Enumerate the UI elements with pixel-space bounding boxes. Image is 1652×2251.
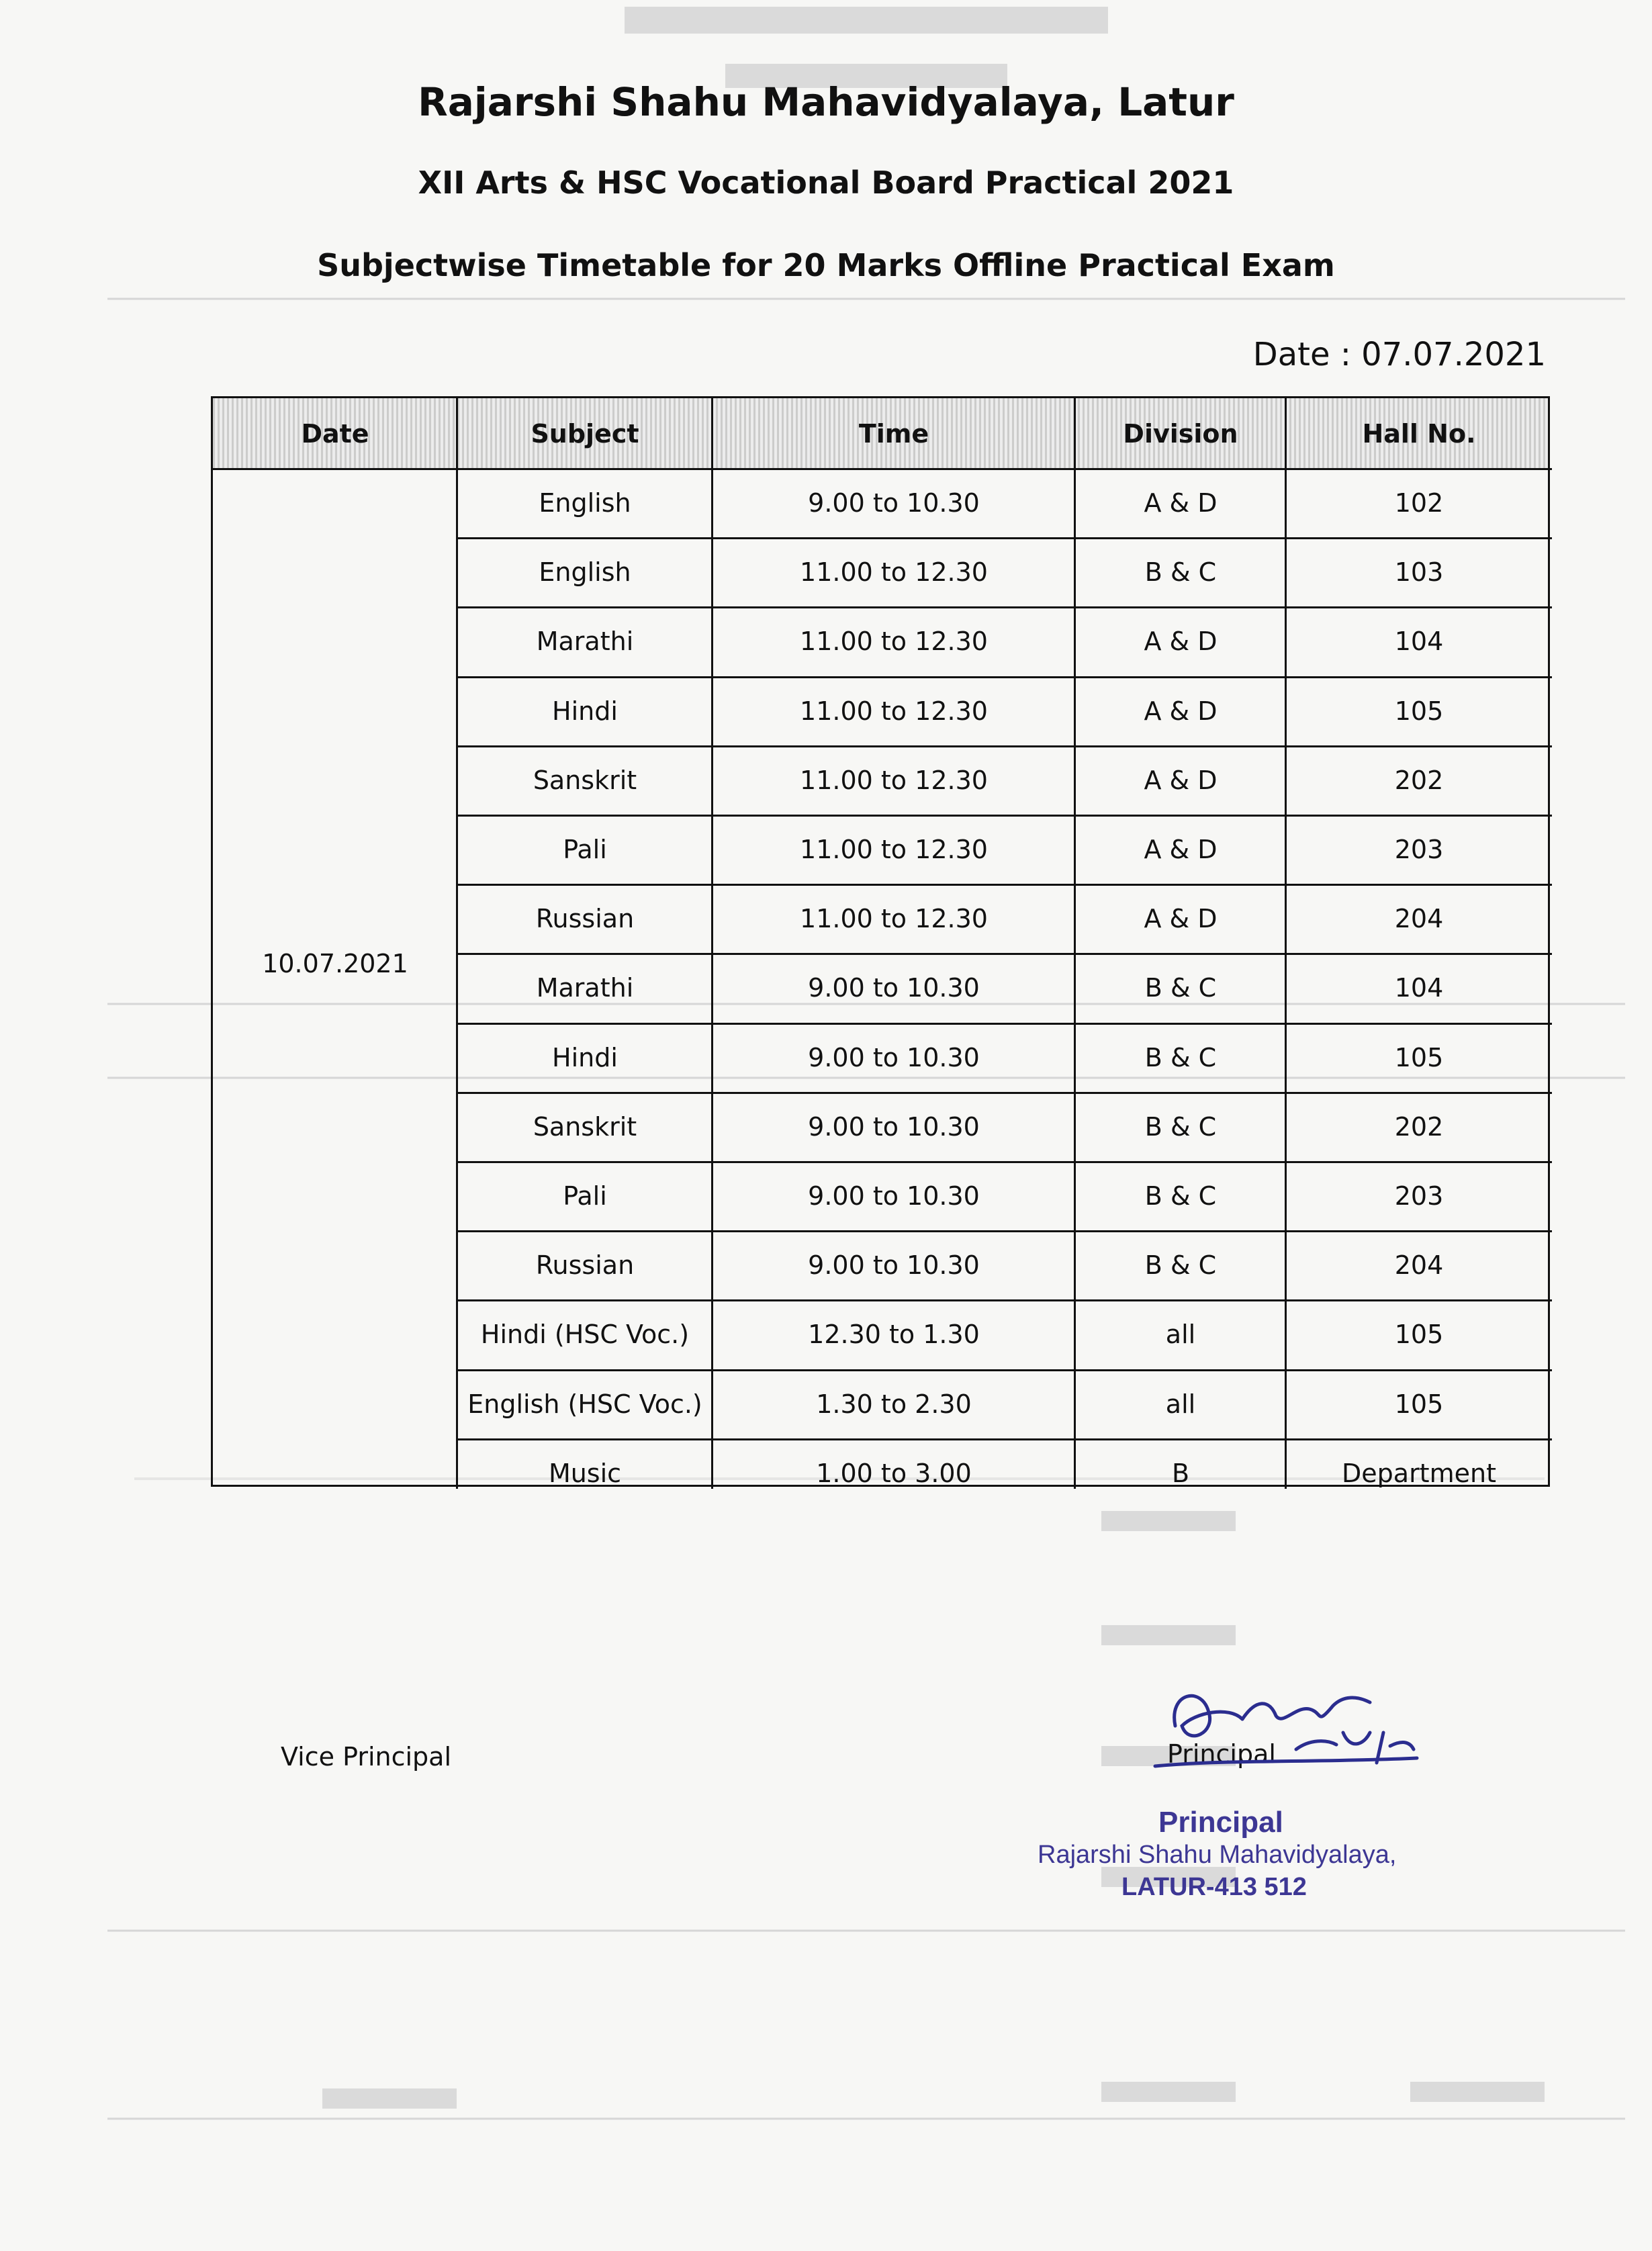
subject-cell: Hindi	[552, 1043, 618, 1072]
column-header-time: Time	[858, 419, 929, 449]
hall-cell: 204	[1394, 904, 1444, 933]
hall-cell: 202	[1394, 1112, 1444, 1142]
time-cell: 12.30 to 1.30	[808, 1320, 980, 1349]
division-cell: all	[1165, 1389, 1196, 1419]
division-cell: B & C	[1144, 1181, 1217, 1211]
row-divider	[457, 884, 1552, 886]
subject-cell: Sanskrit	[533, 1112, 637, 1142]
stamp-title: Principal	[1158, 1806, 1283, 1839]
time-cell: 9.00 to 10.30	[808, 1250, 980, 1280]
time-cell: 11.00 to 12.30	[800, 627, 988, 656]
hall-cell: 105	[1394, 1043, 1444, 1072]
time-cell: 9.00 to 10.30	[808, 488, 980, 518]
time-cell: 11.00 to 12.30	[800, 696, 988, 726]
hall-cell: 105	[1394, 696, 1444, 726]
subject-cell: English (HSC Voc.)	[467, 1389, 702, 1419]
row-divider	[457, 745, 1552, 747]
hall-cell: 105	[1394, 1389, 1444, 1419]
subject-cell: Pali	[563, 835, 607, 864]
timetable-subtitle: Subjectwise Timetable for 20 Marks Offline Practical Exam	[317, 247, 1335, 283]
hall-cell: 104	[1394, 973, 1444, 1003]
subject-cell: English	[539, 488, 631, 518]
division-cell: B & C	[1144, 557, 1217, 587]
row-divider	[457, 1369, 1552, 1371]
row-divider	[457, 1161, 1552, 1163]
division-cell: B & C	[1144, 1043, 1217, 1072]
division-cell: A & D	[1144, 766, 1218, 795]
stamp-city: LATUR-413 512	[1121, 1873, 1307, 1901]
row-divider	[457, 1438, 1552, 1440]
time-cell: 1.00 to 3.00	[816, 1459, 972, 1488]
time-cell: 11.00 to 12.30	[800, 904, 988, 933]
time-cell: 9.00 to 10.30	[808, 1043, 980, 1072]
time-cell: 11.00 to 12.30	[800, 557, 988, 587]
hall-cell: 203	[1394, 835, 1444, 864]
division-cell: all	[1165, 1320, 1196, 1349]
hall-cell: 104	[1394, 627, 1444, 656]
hall-cell: 105	[1394, 1320, 1444, 1349]
exam-date-cell: 10.07.2021	[262, 949, 408, 978]
row-divider	[457, 1299, 1552, 1301]
time-cell: 11.00 to 12.30	[800, 766, 988, 795]
column-header-subject: Subject	[531, 419, 639, 449]
subject-cell: Sanskrit	[533, 766, 637, 795]
division-cell: A & D	[1144, 696, 1218, 726]
subject-cell: Marathi	[536, 627, 634, 656]
hall-cell: 102	[1394, 488, 1444, 518]
subject-cell: Hindi	[552, 696, 618, 726]
hall-cell: 103	[1394, 557, 1444, 587]
column-header-division: Division	[1123, 419, 1238, 449]
row-divider	[457, 537, 1552, 539]
row-divider	[457, 606, 1552, 608]
subject-cell: Hindi (HSC Voc.)	[480, 1320, 690, 1349]
division-cell: B	[1171, 1459, 1190, 1488]
subject-cell: Music	[548, 1459, 622, 1488]
exam-title: XII Arts & HSC Vocational Board Practical 2021	[418, 165, 1234, 201]
time-cell: 9.00 to 10.30	[808, 1181, 980, 1211]
hall-cell: Department	[1342, 1459, 1496, 1488]
issue-date: Date : 07.07.2021	[1252, 336, 1546, 373]
timetable-table	[211, 396, 1550, 1487]
column-header-date: Date	[301, 419, 369, 449]
hall-cell: 202	[1394, 766, 1444, 795]
hall-cell: 203	[1394, 1181, 1444, 1211]
row-divider	[457, 815, 1552, 817]
subject-cell: Russian	[535, 1250, 635, 1280]
header-divider	[213, 468, 1552, 470]
row-divider	[457, 1023, 1552, 1025]
row-divider	[457, 1092, 1552, 1094]
row-divider	[457, 676, 1552, 678]
time-cell: 11.00 to 12.30	[800, 835, 988, 864]
hall-cell: 204	[1394, 1250, 1444, 1280]
subject-cell: English	[539, 557, 631, 587]
time-cell: 9.00 to 10.30	[808, 973, 980, 1003]
time-cell: 1.30 to 2.30	[816, 1389, 972, 1419]
subject-cell: Marathi	[536, 973, 634, 1003]
college-name: Rajarshi Shahu Mahavidyalaya, Latur	[418, 79, 1234, 125]
principal-signature	[1142, 1632, 1424, 1789]
vice-principal-label: Vice Principal	[281, 1742, 451, 1772]
division-cell: A & D	[1144, 488, 1218, 518]
principal-label: Principal	[1167, 1739, 1276, 1769]
division-cell: B & C	[1144, 1250, 1217, 1280]
division-cell: B & C	[1144, 1112, 1217, 1142]
stamp-college: Rajarshi Shahu Mahavidyalaya,	[1038, 1841, 1397, 1869]
division-cell: A & D	[1144, 835, 1218, 864]
division-cell: A & D	[1144, 904, 1218, 933]
division-cell: A & D	[1144, 627, 1218, 656]
subject-cell: Pali	[563, 1181, 607, 1211]
principal-stamp	[1038, 1806, 1396, 1903]
row-divider	[457, 1230, 1552, 1232]
row-divider	[457, 953, 1552, 955]
time-cell: 9.00 to 10.30	[808, 1112, 980, 1142]
division-cell: B & C	[1144, 973, 1217, 1003]
column-header-hall: Hall No.	[1362, 419, 1476, 449]
subject-cell: Russian	[535, 904, 635, 933]
